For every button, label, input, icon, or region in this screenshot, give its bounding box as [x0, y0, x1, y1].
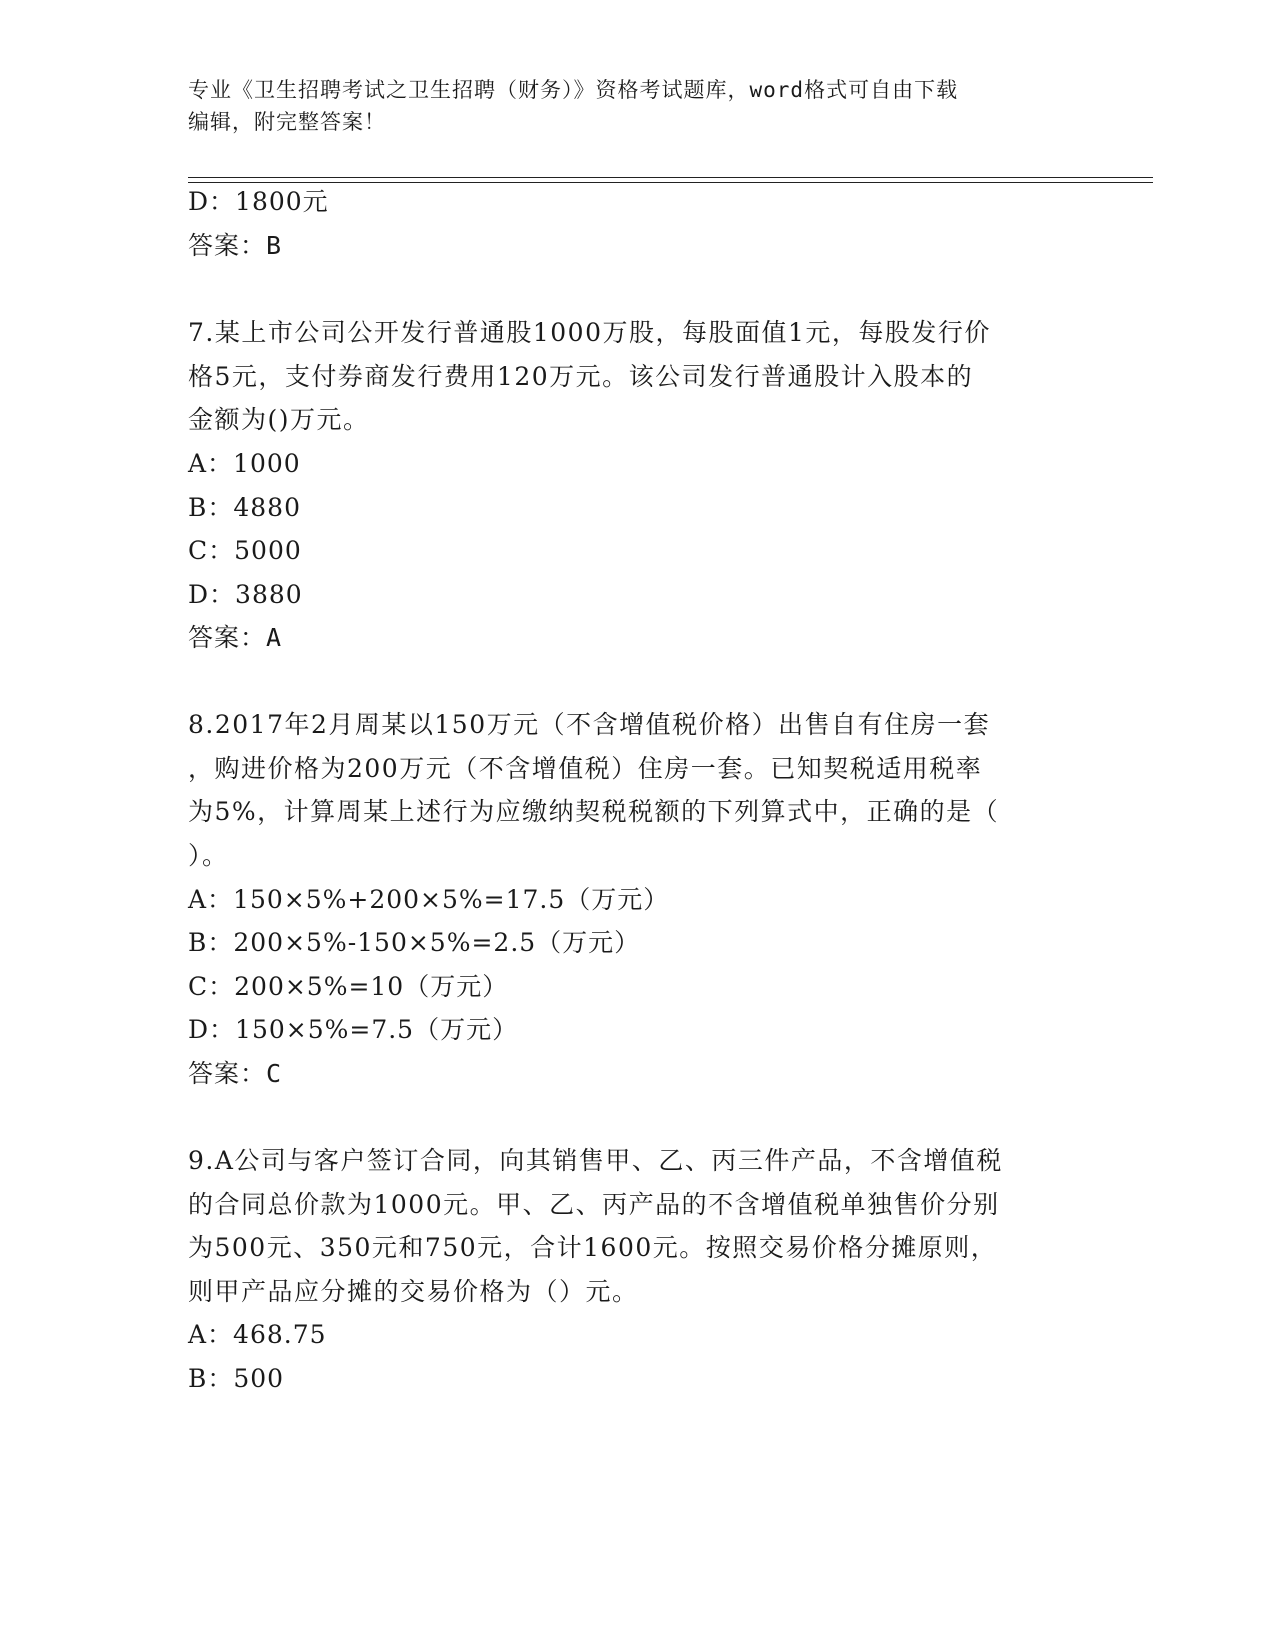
- q8-option-d: D：150×5%=7.5（万元）: [188, 1015, 519, 1044]
- q9-option-a: A：468.75: [188, 1320, 327, 1349]
- q8-text-line-3: 为5%，计算周某上述行为应缴纳契税税额的下列算式中，正确的是（: [188, 797, 1000, 826]
- q7-option-b: B：4880: [188, 493, 301, 522]
- q7-option-a: A：1000: [188, 449, 301, 478]
- q9-option-b: B：500: [188, 1364, 285, 1393]
- q8-option-c: C：200×5%=10（万元）: [188, 972, 509, 1001]
- q8-answer: 答案：C: [188, 1059, 283, 1088]
- q8-text-line-1: 8.2017年2月周某以150万元（不含增值税价格）出售自有住房一套: [188, 710, 991, 739]
- q8-text-line-4: ）。: [188, 841, 229, 870]
- prev-answer: 答案：B: [188, 231, 283, 260]
- prev-option-d: D：1800元: [188, 187, 329, 216]
- q7-text-line-2: 格5元，支付券商发行费用120万元。该公司发行普通股计入股本的: [188, 362, 974, 391]
- q9-text-line-2: 的合同总价款为1000元。甲、乙、丙产品的不含增值税单独售价分别: [188, 1190, 1000, 1219]
- document-header: [188, 74, 1068, 138]
- q9-text-line-4: 则甲产品应分摊的交易价格为（）元。: [188, 1277, 639, 1306]
- header-line-2: 编辑，附完整答案！: [188, 110, 386, 134]
- q7-answer: 答案：A: [188, 623, 283, 652]
- q7-option-c: C：5000: [188, 536, 302, 565]
- q7-option-d: D：3880: [188, 580, 303, 609]
- q9-text-line-3: 为500元、350元和750元，合计1600元。按照交易价格分摊原则，: [188, 1233, 998, 1262]
- q8-text-line-2: ，购进价格为200万元（不含增值税）住房一套。已知契税适用税率: [188, 754, 983, 783]
- header-line-1: 专业《卫生招聘考试之卫生招聘（财务）》资格考试题库，word格式可自由下载: [188, 78, 959, 102]
- header-divider-bottom: [188, 182, 1153, 183]
- q8-option-a: A：150×5%+200×5%=17.5（万元）: [188, 885, 670, 914]
- header-divider-top: [188, 177, 1153, 178]
- q7-text-line-3: 金额为()万元。: [188, 405, 370, 434]
- q9-text-line-1: 9.A公司与客户签订合同，向其销售甲、乙、丙三件产品，不含增值税: [188, 1146, 1003, 1175]
- q8-option-b: B：200×5%-150×5%=2.5（万元）: [188, 928, 641, 957]
- q7-text-line-1: 7.某上市公司公开发行普通股1000万股，每股面值1元，每股发行价: [188, 318, 991, 347]
